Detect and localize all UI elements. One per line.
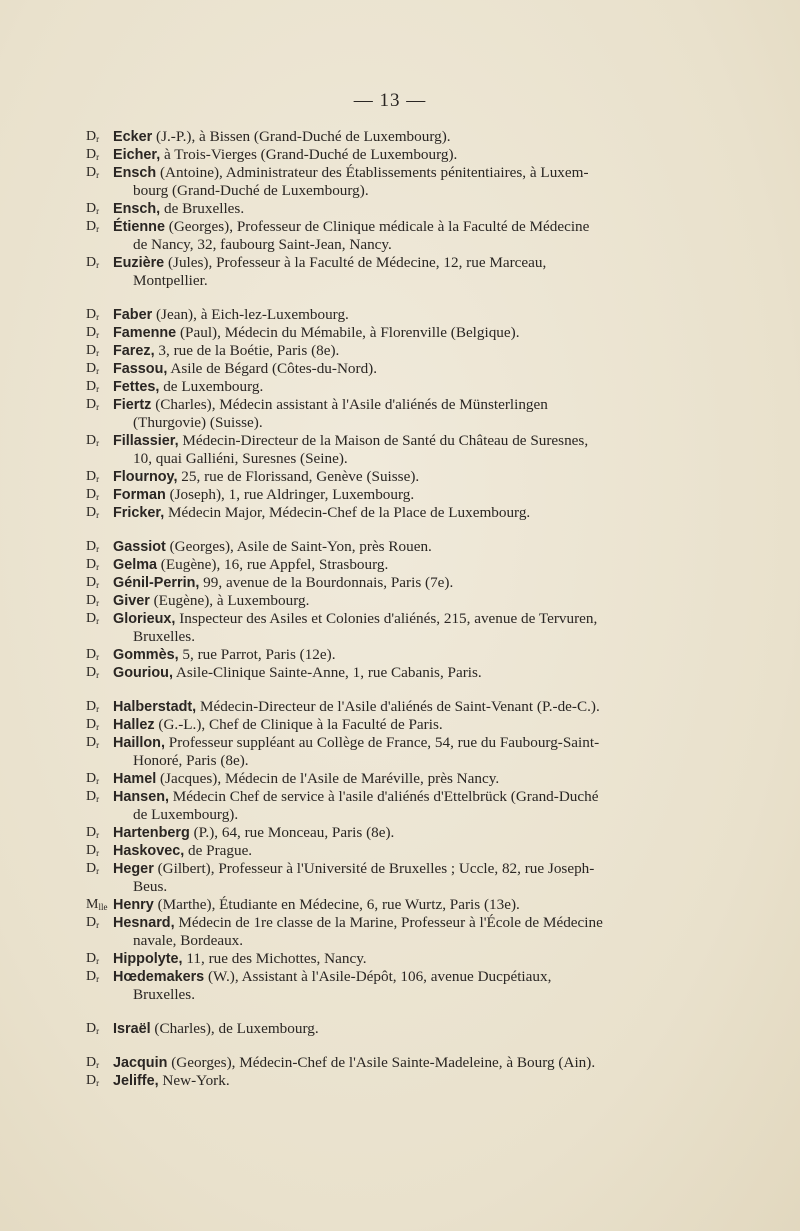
member-details: (P.), 64, rue Monceau, Paris (8e). — [189, 824, 395, 841]
letter-group — [86, 1020, 706, 1038]
honorific: $D^r$ — [86, 951, 100, 966]
member-name: Génil-Perrin, — [113, 575, 200, 591]
honorific: $M^{lle}$ — [86, 897, 108, 912]
member-details: (W.), Assistant à l'Asile-Dépôt, 106, avenue Ducpétiaux, — [204, 968, 552, 985]
member-name: Haskovec, — [113, 843, 185, 859]
list-item — [86, 200, 706, 218]
list-item — [86, 592, 706, 610]
member-details-continued: 10, quai Galliéni, Suresnes (Seine). — [133, 450, 348, 467]
member-details: Asile-Clinique Sainte-Anne, 1, rue Cabanis, Paris. — [172, 664, 482, 681]
member-details: (Eugène), 16, rue Appfel, Strasbourg. — [157, 556, 389, 573]
member-details-continued: Honoré, Paris (8e). — [133, 752, 249, 769]
member-name: Hartenberg — [113, 825, 190, 841]
list-item — [86, 324, 706, 342]
member-name: Fettes, — [113, 379, 160, 395]
honorific: $D^r$ — [86, 915, 100, 930]
honorific: $D^r$ — [86, 735, 100, 750]
list-item — [86, 396, 706, 432]
member-name: Gassiot — [113, 539, 166, 555]
member-details-continued: de Nancy, 32, faubourg Saint-Jean, Nancy. — [133, 236, 392, 253]
member-name: Hippolyte, — [113, 951, 183, 967]
letter-group — [86, 306, 706, 522]
member-details: (Jules), Professeur à la Faculté de Médecine, 12, rue Marceau, — [164, 254, 547, 271]
member-details: (Paul), Médecin du Mémabile, à Florenville (Belgique). — [176, 324, 520, 341]
letter-group — [86, 538, 706, 682]
member-name: Faber — [113, 307, 153, 323]
member-details: Médecin Chef de service à l'asile d'aliénés d'Ettelbrück (Grand-Duché — [168, 788, 599, 805]
list-item — [86, 968, 706, 1004]
honorific: $D^r$ — [86, 647, 100, 662]
honorific: $D^r$ — [86, 433, 100, 448]
member-name: Hansen, — [113, 789, 169, 805]
list-item — [86, 824, 706, 842]
member-name: Gelma — [113, 557, 157, 573]
member-details: (J.-P.), à Bissen (Grand-Duché de Luxembourg). — [152, 128, 451, 145]
member-name: Hallez — [113, 717, 155, 733]
list-item — [86, 538, 706, 556]
honorific: $D^r$ — [86, 505, 100, 520]
member-name: Flournoy, — [113, 469, 178, 485]
member-details: de Bruxelles. — [160, 200, 245, 217]
list-item — [86, 1054, 706, 1072]
member-details: (Georges), Asile de Saint-Yon, près Rouen. — [165, 538, 432, 555]
member-details: 25, rue de Florissand, Genève (Suisse). — [177, 468, 420, 485]
list-item — [86, 342, 706, 360]
member-name: Hamel — [113, 771, 157, 787]
member-name: Ecker — [113, 129, 153, 145]
member-name: Fassou, — [113, 361, 168, 377]
honorific: $D^r$ — [86, 487, 100, 502]
list-item — [86, 504, 706, 522]
letter-group — [86, 1054, 706, 1090]
member-details-continued: de Luxembourg). — [133, 806, 239, 823]
member-details: (Charles), Médecin assistant à l'Asile d'aliénés de Münsterlingen — [151, 396, 548, 413]
member-name: Farez, — [113, 343, 155, 359]
member-details-continued: (Thurgovie) (Suisse). — [133, 414, 263, 431]
list-item — [86, 914, 706, 950]
honorific: $D^r$ — [86, 1073, 100, 1088]
member-details: (Georges), Professeur de Clinique médicale à la Faculté de Médecine — [164, 218, 590, 235]
member-details: (Charles), de Luxembourg. — [150, 1020, 319, 1037]
list-item — [86, 770, 706, 788]
member-details: Asile de Bégard (Côtes-du-Nord). — [167, 360, 378, 377]
honorific: $D^r$ — [86, 539, 100, 554]
honorific: $D^r$ — [86, 593, 100, 608]
honorific: $D^r$ — [86, 255, 100, 270]
member-details: (Jean), à Eich-lez-Luxembourg. — [152, 306, 349, 323]
list-item — [86, 1020, 706, 1038]
honorific: $D^r$ — [86, 665, 100, 680]
list-item — [86, 360, 706, 378]
list-item — [86, 842, 706, 860]
list-item — [86, 556, 706, 574]
honorific: $D^r$ — [86, 611, 100, 626]
member-name: Eicher, — [113, 147, 161, 163]
honorific: $D^r$ — [86, 307, 100, 322]
member-name: Jeliffe, — [113, 1073, 159, 1089]
letter-group — [86, 128, 706, 290]
member-name: Fricker, — [113, 505, 165, 521]
member-name: Gommès, — [113, 647, 179, 663]
list-item — [86, 860, 706, 896]
member-details: Médecin-Directeur de la Maison de Santé du Château de Suresnes, — [178, 432, 589, 449]
honorific: $D^r$ — [86, 361, 100, 376]
member-details: Médecin-Directeur de l'Asile d'aliénés de Saint-Venant (P.-de-C.). — [196, 698, 600, 715]
member-details: (Eugène), à Luxembourg. — [149, 592, 310, 609]
honorific: $D^r$ — [86, 771, 100, 786]
member-name: Haillon, — [113, 735, 165, 751]
member-name: Gouriou, — [113, 665, 173, 681]
member-details: 5, rue Parrot, Paris (12e). — [178, 646, 336, 663]
member-details: (Joseph), 1, rue Aldringer, Luxembourg. — [165, 486, 415, 503]
member-name: Fillassier, — [113, 433, 179, 449]
list-item — [86, 950, 706, 968]
list-item — [86, 164, 706, 200]
honorific: $D^r$ — [86, 343, 100, 358]
list-item — [86, 128, 706, 146]
honorific: $D^r$ — [86, 147, 100, 162]
member-details-continued: Bruxelles. — [133, 628, 196, 645]
member-name: Famenne — [113, 325, 177, 341]
honorific: $D^r$ — [86, 325, 100, 340]
honorific: $D^r$ — [86, 699, 100, 714]
list-item — [86, 1072, 706, 1090]
list-item — [86, 610, 706, 646]
member-name: Ensch — [113, 165, 157, 181]
member-name: Israël — [113, 1021, 151, 1037]
member-details: 99, avenue de la Bourdonnais, Paris (7e). — [199, 574, 454, 591]
list-item — [86, 716, 706, 734]
member-details: à Trois-Vierges (Grand-Duché de Luxembourg). — [160, 146, 458, 163]
member-details: 11, rue des Michottes, Nancy. — [182, 950, 367, 967]
member-name: Hesnard, — [113, 915, 175, 931]
member-details-continued: bourg (Grand-Duché de Luxembourg). — [133, 182, 369, 199]
member-name: Heger — [113, 861, 154, 877]
member-name: Giver — [113, 593, 150, 609]
honorific: $D^r$ — [86, 557, 100, 572]
member-details: de Luxembourg. — [159, 378, 264, 395]
member-details: Professeur suppléant au Collège de France, 54, rue du Faubourg-Saint- — [164, 734, 600, 751]
member-details: New-York. — [158, 1072, 230, 1089]
honorific: $D^r$ — [86, 843, 100, 858]
member-name: Fiertz — [113, 397, 152, 413]
honorific: $D^r$ — [86, 1055, 100, 1070]
member-details: Médecin Major, Médecin-Chef de la Place de Luxembourg. — [164, 504, 531, 521]
list-item — [86, 254, 706, 290]
member-list — [86, 128, 706, 1106]
page-number: — 13 — — [353, 90, 427, 111]
member-details: 3, rue de la Boétie, Paris (8e). — [154, 342, 340, 359]
honorific: $D^r$ — [86, 789, 100, 804]
member-details: (Georges), Médecin-Chef de l'Asile Sainte-Madeleine, à Bourg (Ain). — [167, 1054, 596, 1071]
honorific: $D^r$ — [86, 717, 100, 732]
list-item — [86, 646, 706, 664]
member-name: Halberstadt, — [113, 699, 197, 715]
list-item — [86, 574, 706, 592]
honorific: $D^r$ — [86, 129, 100, 144]
list-item — [86, 468, 706, 486]
member-name: Forman — [113, 487, 166, 503]
honorific: $D^r$ — [86, 165, 100, 180]
honorific: $D^r$ — [86, 469, 100, 484]
honorific: $D^r$ — [86, 575, 100, 590]
member-details: (Marthe), Étudiante en Médecine, 6, rue Wurtz, Paris (13e). — [153, 896, 520, 913]
honorific: $D^r$ — [86, 379, 100, 394]
list-item — [86, 378, 706, 396]
member-name: Euzière — [113, 255, 165, 271]
member-details: Inspecteur des Asiles et Colonies d'aliénés, 215, avenue de Tervuren, — [175, 610, 598, 627]
list-item — [86, 306, 706, 324]
honorific: $D^r$ — [86, 1021, 100, 1036]
member-details: de Prague. — [184, 842, 253, 859]
member-details-continued: Beus. — [133, 878, 168, 895]
honorific: $D^r$ — [86, 201, 100, 216]
honorific: $D^r$ — [86, 219, 100, 234]
member-name: Étienne — [113, 219, 165, 235]
member-details-continued: Bruxelles. — [133, 986, 196, 1003]
list-item — [86, 218, 706, 254]
list-item — [86, 896, 706, 914]
list-item — [86, 146, 706, 164]
member-name: Hœdemakers — [113, 969, 205, 985]
member-details: (Gilbert), Professeur à l'Université de Bruxelles ; Uccle, 82, rue Joseph- — [153, 860, 595, 877]
honorific: $D^r$ — [86, 825, 100, 840]
member-details: Médecin de 1re classe de la Marine, Professeur à l'École de Médecine — [174, 914, 603, 931]
honorific: $D^r$ — [86, 861, 100, 876]
list-item — [86, 698, 706, 716]
member-name: Jacquin — [113, 1055, 168, 1071]
letter-group — [86, 698, 706, 1004]
honorific: $D^r$ — [86, 397, 100, 412]
member-details-continued: Montpellier. — [133, 272, 208, 289]
member-details-continued: navale, Bordeaux. — [133, 932, 244, 949]
member-name: Ensch, — [113, 201, 161, 217]
member-details: (Jacques), Médecin de l'Asile de Maréville, près Nancy. — [156, 770, 500, 787]
list-item — [86, 486, 706, 504]
member-name: Glorieux, — [113, 611, 176, 627]
member-name: Henry — [113, 897, 154, 913]
list-item — [86, 664, 706, 682]
list-item — [86, 734, 706, 770]
member-details: (Antoine), Administrateur des Établissements pénitentiaires, à Luxem- — [156, 164, 589, 181]
list-item — [86, 788, 706, 824]
honorific: $D^r$ — [86, 969, 100, 984]
member-details: (G.-L.), Chef de Clinique à la Faculté de Paris. — [154, 716, 443, 733]
list-item — [86, 432, 706, 468]
